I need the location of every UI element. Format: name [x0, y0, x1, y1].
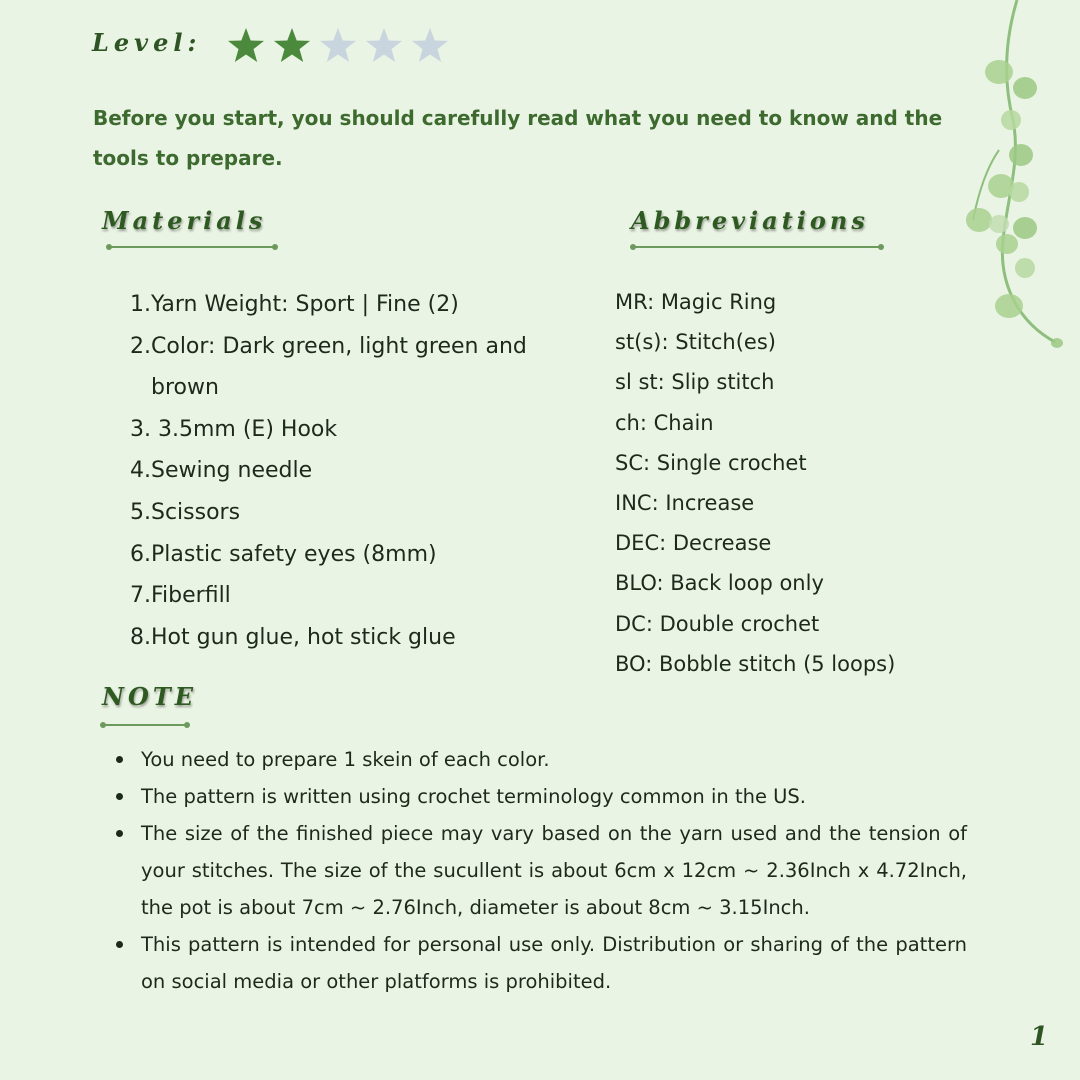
abbreviation-item: DC: Double crochet: [615, 611, 820, 636]
note-item: The pattern is written using crochet terminology common in the US.: [115, 778, 967, 815]
material-text: Yarn Weight: Sport | Fine (2): [151, 292, 459, 317]
level-rating: [226, 26, 450, 66]
material-text: Scissors: [151, 499, 241, 525]
materials-heading: Materials: [102, 206, 267, 235]
hanging-vine-icon: [955, 0, 1080, 360]
material-item: [126, 409, 556, 451]
material-text: Sewing needle: [151, 458, 313, 484]
material-text: Plastic safety eyes (8mm): [151, 541, 437, 567]
material-number: 7.: [130, 583, 151, 609]
note-item: This pattern is intended for personal use only. Distribution or sharing of the pattern on social media or other platforms is prohibited.: [115, 926, 967, 1000]
material-number: 4.: [130, 458, 151, 484]
material-item: [126, 284, 556, 326]
material-number: 2.: [130, 333, 151, 359]
abbreviation-item: DEC: Decrease: [615, 531, 772, 556]
material-number: 6.: [130, 541, 151, 567]
intro-text: Before you start, you should carefully read what you need to know and the tools to prepare.: [93, 106, 943, 170]
abbreviation-item: ch: Chain: [615, 410, 714, 435]
material-text: Color: Dark green, light green and brown: [151, 333, 534, 401]
note-heading: NOTE: [102, 682, 197, 711]
star-empty-icon: [318, 26, 358, 66]
abbreviations-heading: Abbreviations: [631, 206, 869, 235]
abbreviation-item: SC: Single crochet: [615, 450, 807, 475]
material-item: [126, 450, 556, 492]
material-text: 3.5mm (E) Hook: [151, 416, 338, 442]
level-label: Level:: [92, 28, 202, 57]
note-item: You need to prepare 1 skein of each color.: [115, 741, 967, 778]
material-text: Fiberfill: [151, 583, 231, 609]
material-item: [126, 575, 556, 617]
material-number: 5.: [130, 499, 151, 525]
material-item: [126, 617, 556, 659]
page-number: 1: [1030, 1022, 1049, 1052]
material-number: 1.: [130, 292, 151, 317]
materials-divider: [108, 246, 276, 248]
star-filled-icon: [272, 26, 312, 66]
abbreviations-divider: [632, 246, 882, 248]
abbreviation-item: sl st: Slip stitch: [615, 370, 775, 395]
material-item: [126, 534, 556, 576]
star-empty-icon: [364, 26, 404, 66]
abbreviation-item: MR: Magic Ring: [615, 290, 777, 314]
abbreviation-item: st(s): Stitch(es): [615, 330, 776, 355]
abbreviation-item: INC: Increase: [615, 491, 755, 516]
note-divider: [102, 724, 188, 726]
abbreviation-item: BO: Bobble stitch (5 loops): [615, 651, 896, 676]
note-list: [115, 741, 967, 1000]
material-text: Hot gun glue, hot stick glue: [151, 624, 456, 650]
material-number: 3.: [130, 416, 151, 442]
material-number: 8.: [130, 624, 151, 650]
materials-list: [126, 284, 556, 658]
abbreviations-list: [615, 282, 955, 684]
note-item: The size of the finished piece may vary based on the yarn used and the tension of your stitches. The size of the sucullent is about 6cm x 12cm ~ 2.36Inch x 4.72Inch, the pot is about 7cm ~ 2.76Inch, diameter is about 8cm ~ 3.15Inch.: [115, 815, 967, 926]
star-filled-icon: [226, 26, 266, 66]
star-empty-icon: [410, 26, 450, 66]
material-item: [126, 492, 556, 534]
material-item: [126, 326, 556, 409]
abbreviation-item: BLO: Back loop only: [615, 571, 824, 596]
